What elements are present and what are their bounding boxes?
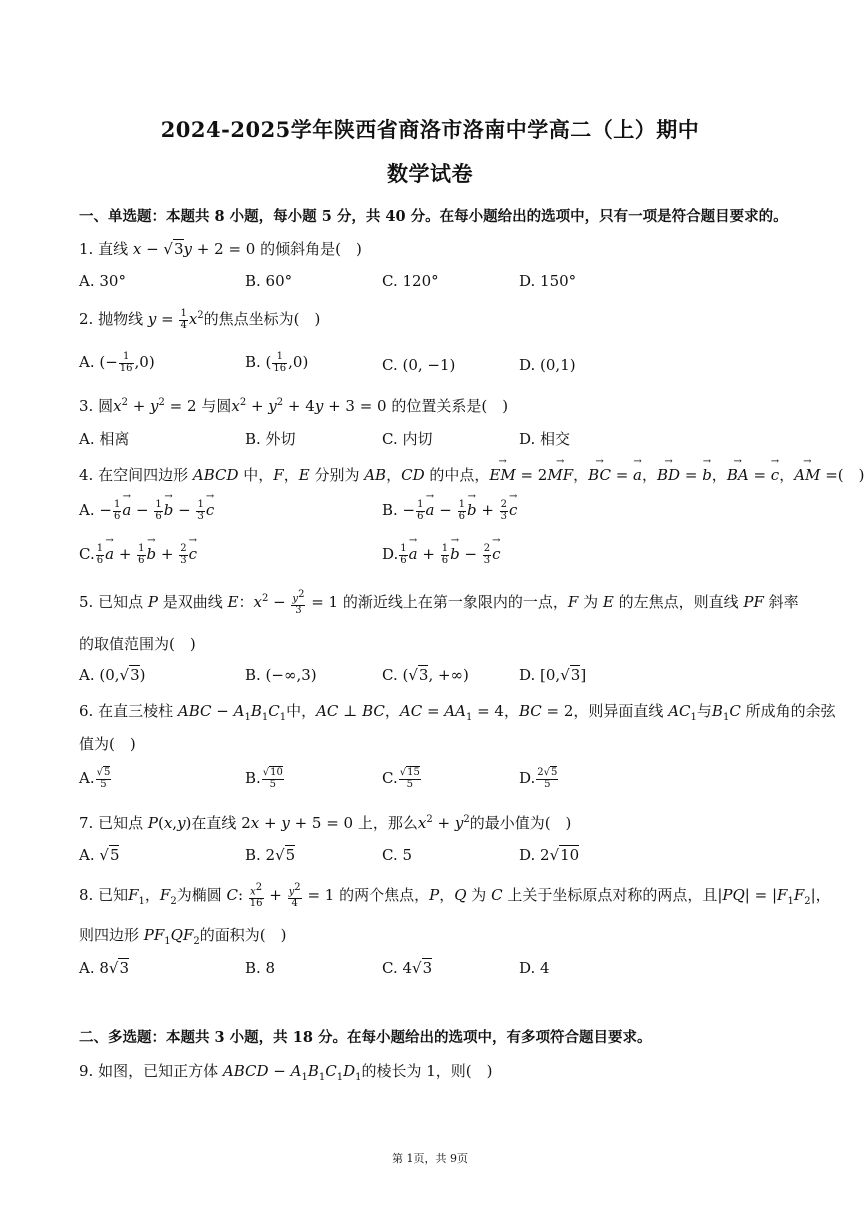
q3-option-c: C. 内切 (382, 430, 433, 448)
q5-option-c: C. (√3, +∞) (382, 666, 469, 684)
question-1: 1. 直线 x − √3y + 2 = 0 的倾斜角是( ) (79, 240, 362, 258)
q3-option-b: B. 外切 (245, 430, 296, 448)
q1-option-b: B. 60° (245, 272, 293, 290)
page-footer: 第 1页，共 9页 (392, 1152, 468, 1165)
q5-option-b: B. (−∞,3) (245, 666, 317, 684)
q1-option-d: D. 150° (519, 272, 577, 290)
q2-option-c: C. (0, −1) (382, 356, 456, 374)
q7-option-c: C. 5 (382, 846, 413, 864)
question-5: 5. 已知点 P 是双曲线 E：$x^2$ − $\frac{y^2}{3}$ = 1 的渐近线上在第一象限内的一点，F 为 E 的左焦点，则直线 PF 斜率 (79, 589, 799, 616)
q7-option-a: A. √5 (79, 846, 120, 864)
question-8-line2: 则四边形 $PF_1QF_2$的面积为( ) (79, 926, 287, 947)
q5-option-d: D. [0,√3] (519, 666, 587, 684)
exam-title: 2024-2025学年陕西省商洛市洛南中学高二（上）期中 (160, 117, 700, 142)
q4-option-d: D. $\frac{1}{6}$ → a + $\frac{1}{6}$ → b − $\frac{2}{3}$ → c (382, 544, 501, 566)
q8-option-d: D. 4 (519, 959, 550, 977)
q8-option-b: B. 8 (245, 959, 276, 977)
question-6: 6. 在直三棱柱 ABC − $A_1B_1C_1$中，AC ⊥ BC，AC = $AA_1 = 4$，BC = 2，则异面直线 $AC_1$与$B_1C$ 所成角的余弦 (79, 702, 836, 723)
q7-option-b: B. 2√5 (245, 846, 296, 864)
question-5-line2: 的取值范围为( ) (79, 635, 196, 653)
q3-option-d: D. 相交 (519, 430, 571, 448)
q6-option-a: A. $\frac{√5}{5}$ (79, 767, 111, 790)
q2-option-d: D. (0,1) (519, 356, 576, 374)
q4-option-a: A. − $\frac{1}{6}$ → a − $\frac{1}{6}$ → b − $\frac{1}{3}$ → c (79, 500, 214, 522)
q2-option-b: B. ( $\frac{1}{16}$ ,0) (245, 351, 309, 374)
exam-subtitle: 数学试卷 (387, 161, 473, 186)
section-single-choice: 一、单选题：本题共 8 小题，每小题 5 分，共 40 分。在每小题给出的选项中，只有一项是符合题目要求的。 (79, 208, 788, 225)
question-4: 4. 在空间四边形 ABCD 中，F，E 分别为 AB，CD 的中点，→ EM = 2→ MF，→ BC = → a，→ BD = → b，→ BA = → c，→ AM =( ) (79, 464, 864, 485)
q4-option-c: C. $\frac{1}{6}$ → a + $\frac{1}{6}$ → b + $\frac{2}{3}$ → c (79, 544, 197, 566)
question-7: 7. 已知点 P(x,y)在直线 2x + y + 5 = 0 上，那么$x^2 + y^2$的最小值为( ) (79, 814, 572, 832)
q6-option-c: C. $\frac{√15}{5}$ (382, 767, 420, 790)
question-2: 2. 抛物线 y = $\frac{1}{4}$ $x^2$的焦点坐标为( ) (79, 308, 321, 331)
section-multiple-choice: 二、多选题：本题共 3 小题，共 18 分。在每小题给出的选项中，有多项符合题目要求。 (79, 1029, 652, 1046)
q8-option-c: C. 4√3 (382, 959, 433, 977)
question-9: 9. 如图，已知正方体 ABCD − $A_1B_1C_1D_1$的棱长为 1，则( ) (79, 1062, 493, 1083)
question-3: 3. 圆$x^2 + y^2 = 2$ 与圆$x^2 + y^2 + 4y + 3 = 0$ 的位置关系是( ) (79, 397, 509, 415)
q8-option-a: A. 8√3 (79, 959, 130, 977)
question-6-line2: 值为( ) (79, 735, 136, 753)
q4-option-b: B. − $\frac{1}{6}$ → a − $\frac{1}{6}$ → b + $\frac{2}{3}$ → c (382, 500, 517, 522)
question-8: 8. 已知$F_1$，$F_2$为椭圆 C: $\frac{x^2}{16}$ + $\frac{y^2}{4}$ = 1 的两个焦点，P，Q 为 C 上关于坐标原点对称的两点，且$|PQ| = |F_1F_2|$， (79, 882, 831, 909)
q1-option-c: C. 120° (382, 272, 439, 290)
q5-option-a: A. (0,√3) (79, 666, 146, 684)
q1-option-a: A. 30° (79, 272, 126, 290)
q3-option-a: A. 相离 (79, 430, 130, 448)
q6-option-b: B. $\frac{√10}{5}$ (245, 767, 283, 790)
q6-option-d: D. $\frac{2√5}{5}$ (519, 767, 558, 790)
q7-option-d: D. 2√10 (519, 846, 580, 864)
q2-option-a: A. (− $\frac{1}{16}$ ,0) (79, 351, 155, 374)
